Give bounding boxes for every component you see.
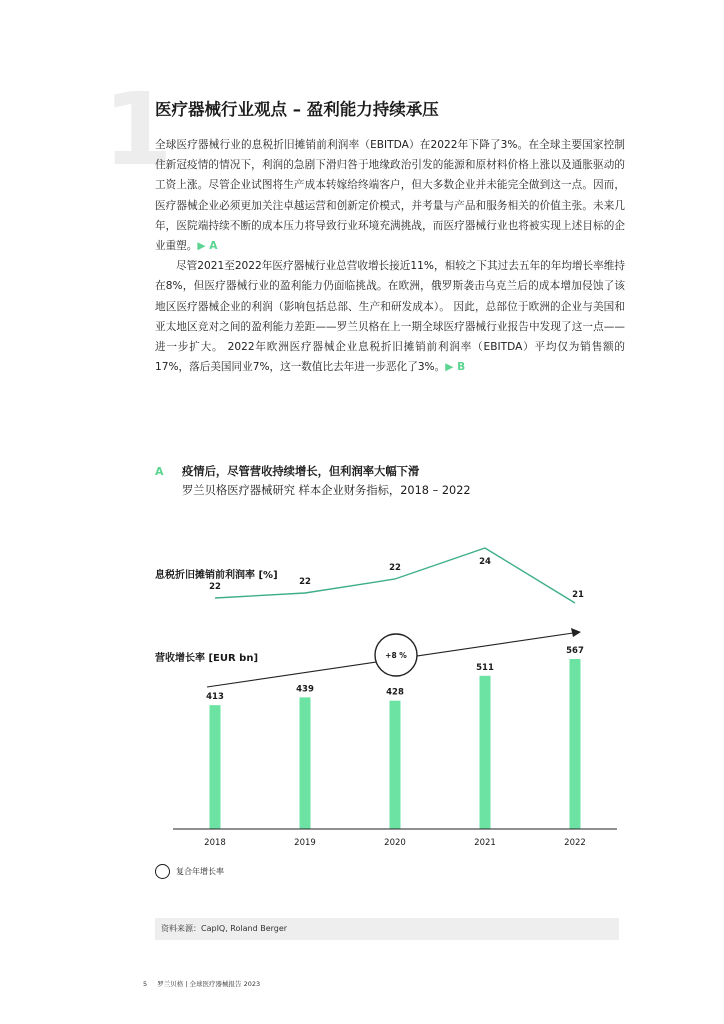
revenue-bar-2018 — [210, 705, 221, 829]
figure-b-reference-link[interactable]: ▶ B — [445, 361, 466, 374]
ebitda-label-2018: 22 — [209, 582, 221, 592]
revenue-label-2021: 511 — [476, 662, 494, 673]
footer-text: 罗兰贝格 | 全球医疗器械报告 2023 — [157, 980, 261, 988]
x-tick-2020: 2020 — [384, 838, 406, 848]
x-tick-2018: 2018 — [204, 838, 226, 848]
x-tick-2021: 2021 — [474, 838, 496, 848]
ebitda-label-2021: 24 — [479, 557, 491, 567]
paragraph-2-text: 尽管2021至2022年医疗器械行业总营收增长接近11%，相较之下其过去五年的年均增长率维持在8%，但医疗器械行业的盈利能力仍面临挑战。在欧洲，俄罗斯袭击乌克兰后的成本增加侵蚀了该地区医疗器械企业的利润（影响包括总部、生产和研发成本）。 因此，总部位于欧洲的企业与美国和亚太地区竞对之间的盈利能力差距——罗兰贝格在上一期全球医疗器械行业报告中发现了这一点——进一步扩大。 2022年欧洲医疗器械企业息税折旧摊销前利润率（EBITDA）平均仅为销售额的17%，落后美国同业7%，这一数值比去年进一步恶化了3%。 — [155, 260, 625, 374]
revenue-label-2018: 413 — [206, 692, 224, 703]
source-note: 资料来源：CapIQ, Roland Berger — [155, 918, 619, 940]
section-number: 1 — [103, 71, 173, 188]
section-title: 医疗器械行业观点 – 盈利能力持续承压 — [155, 100, 439, 119]
page-number: 5 — [143, 980, 148, 988]
revenue-label-2020: 428 — [386, 687, 404, 698]
ebitda-line — [215, 548, 575, 603]
cagr-legend-circle-icon — [155, 864, 170, 879]
footer — [143, 979, 260, 988]
ebitda-label-2020: 22 — [389, 563, 401, 573]
legend-label: 复合年增长率 — [176, 866, 224, 876]
x-tick-2022: 2022 — [564, 838, 586, 848]
revenue-bar-2022 — [570, 659, 581, 829]
ebitda-label-2022: 21 — [572, 590, 584, 600]
revenue-bar-2019 — [300, 697, 311, 829]
figure-letter: A — [155, 465, 164, 478]
cagr-arrow-head-icon — [571, 628, 581, 637]
figure-a-reference-link[interactable]: ▶ A — [197, 240, 218, 253]
figure-title: 疫情后，尽管营收持续增长，但利润率大幅下滑 — [182, 465, 420, 478]
paragraph-1-text: 全球医疗器械行业的息税折旧摊销前利润率（EBITDA）在2022年下降了3%。在全球主要国家控制住新冠疫情的情况下，利润的急剧下滑归咎于地缘政治引发的能源和原材料价格上涨以及通胀驱动的工资上涨。尽管企业试图将生产成本转嫁给终端客户，但大多数企业并未能完全做到这一点。因而，医疗器械企业必须更加关注卓越运营和创新定价模式，并考量与产品和服务相关的价值主张。未来几年，医院端持续不断的成本压力将导致行业环境充满挑战，而医疗器械行业也将被实现上述目标的企业重塑。 — [155, 139, 625, 253]
ebitda-label-2019: 22 — [299, 577, 311, 587]
revenue-bar-2021 — [480, 676, 491, 829]
ebitda-series-label: 息税折旧摊销前利润率 [%] — [155, 570, 278, 581]
revenue-label-2019: 439 — [296, 684, 314, 695]
x-tick-2019: 2019 — [294, 838, 316, 848]
figure-subtitle: 罗兰贝格医疗器械研究 样本企业财务指标，2018 – 2022 — [182, 484, 471, 497]
revenue-bar-2020 — [390, 701, 401, 829]
revenue-series-label: 营收增长率 [EUR bn] — [155, 653, 259, 664]
revenue-label-2022: 567 — [566, 646, 584, 656]
legend — [155, 863, 224, 879]
cagr-label: +8 % — [385, 651, 407, 660]
